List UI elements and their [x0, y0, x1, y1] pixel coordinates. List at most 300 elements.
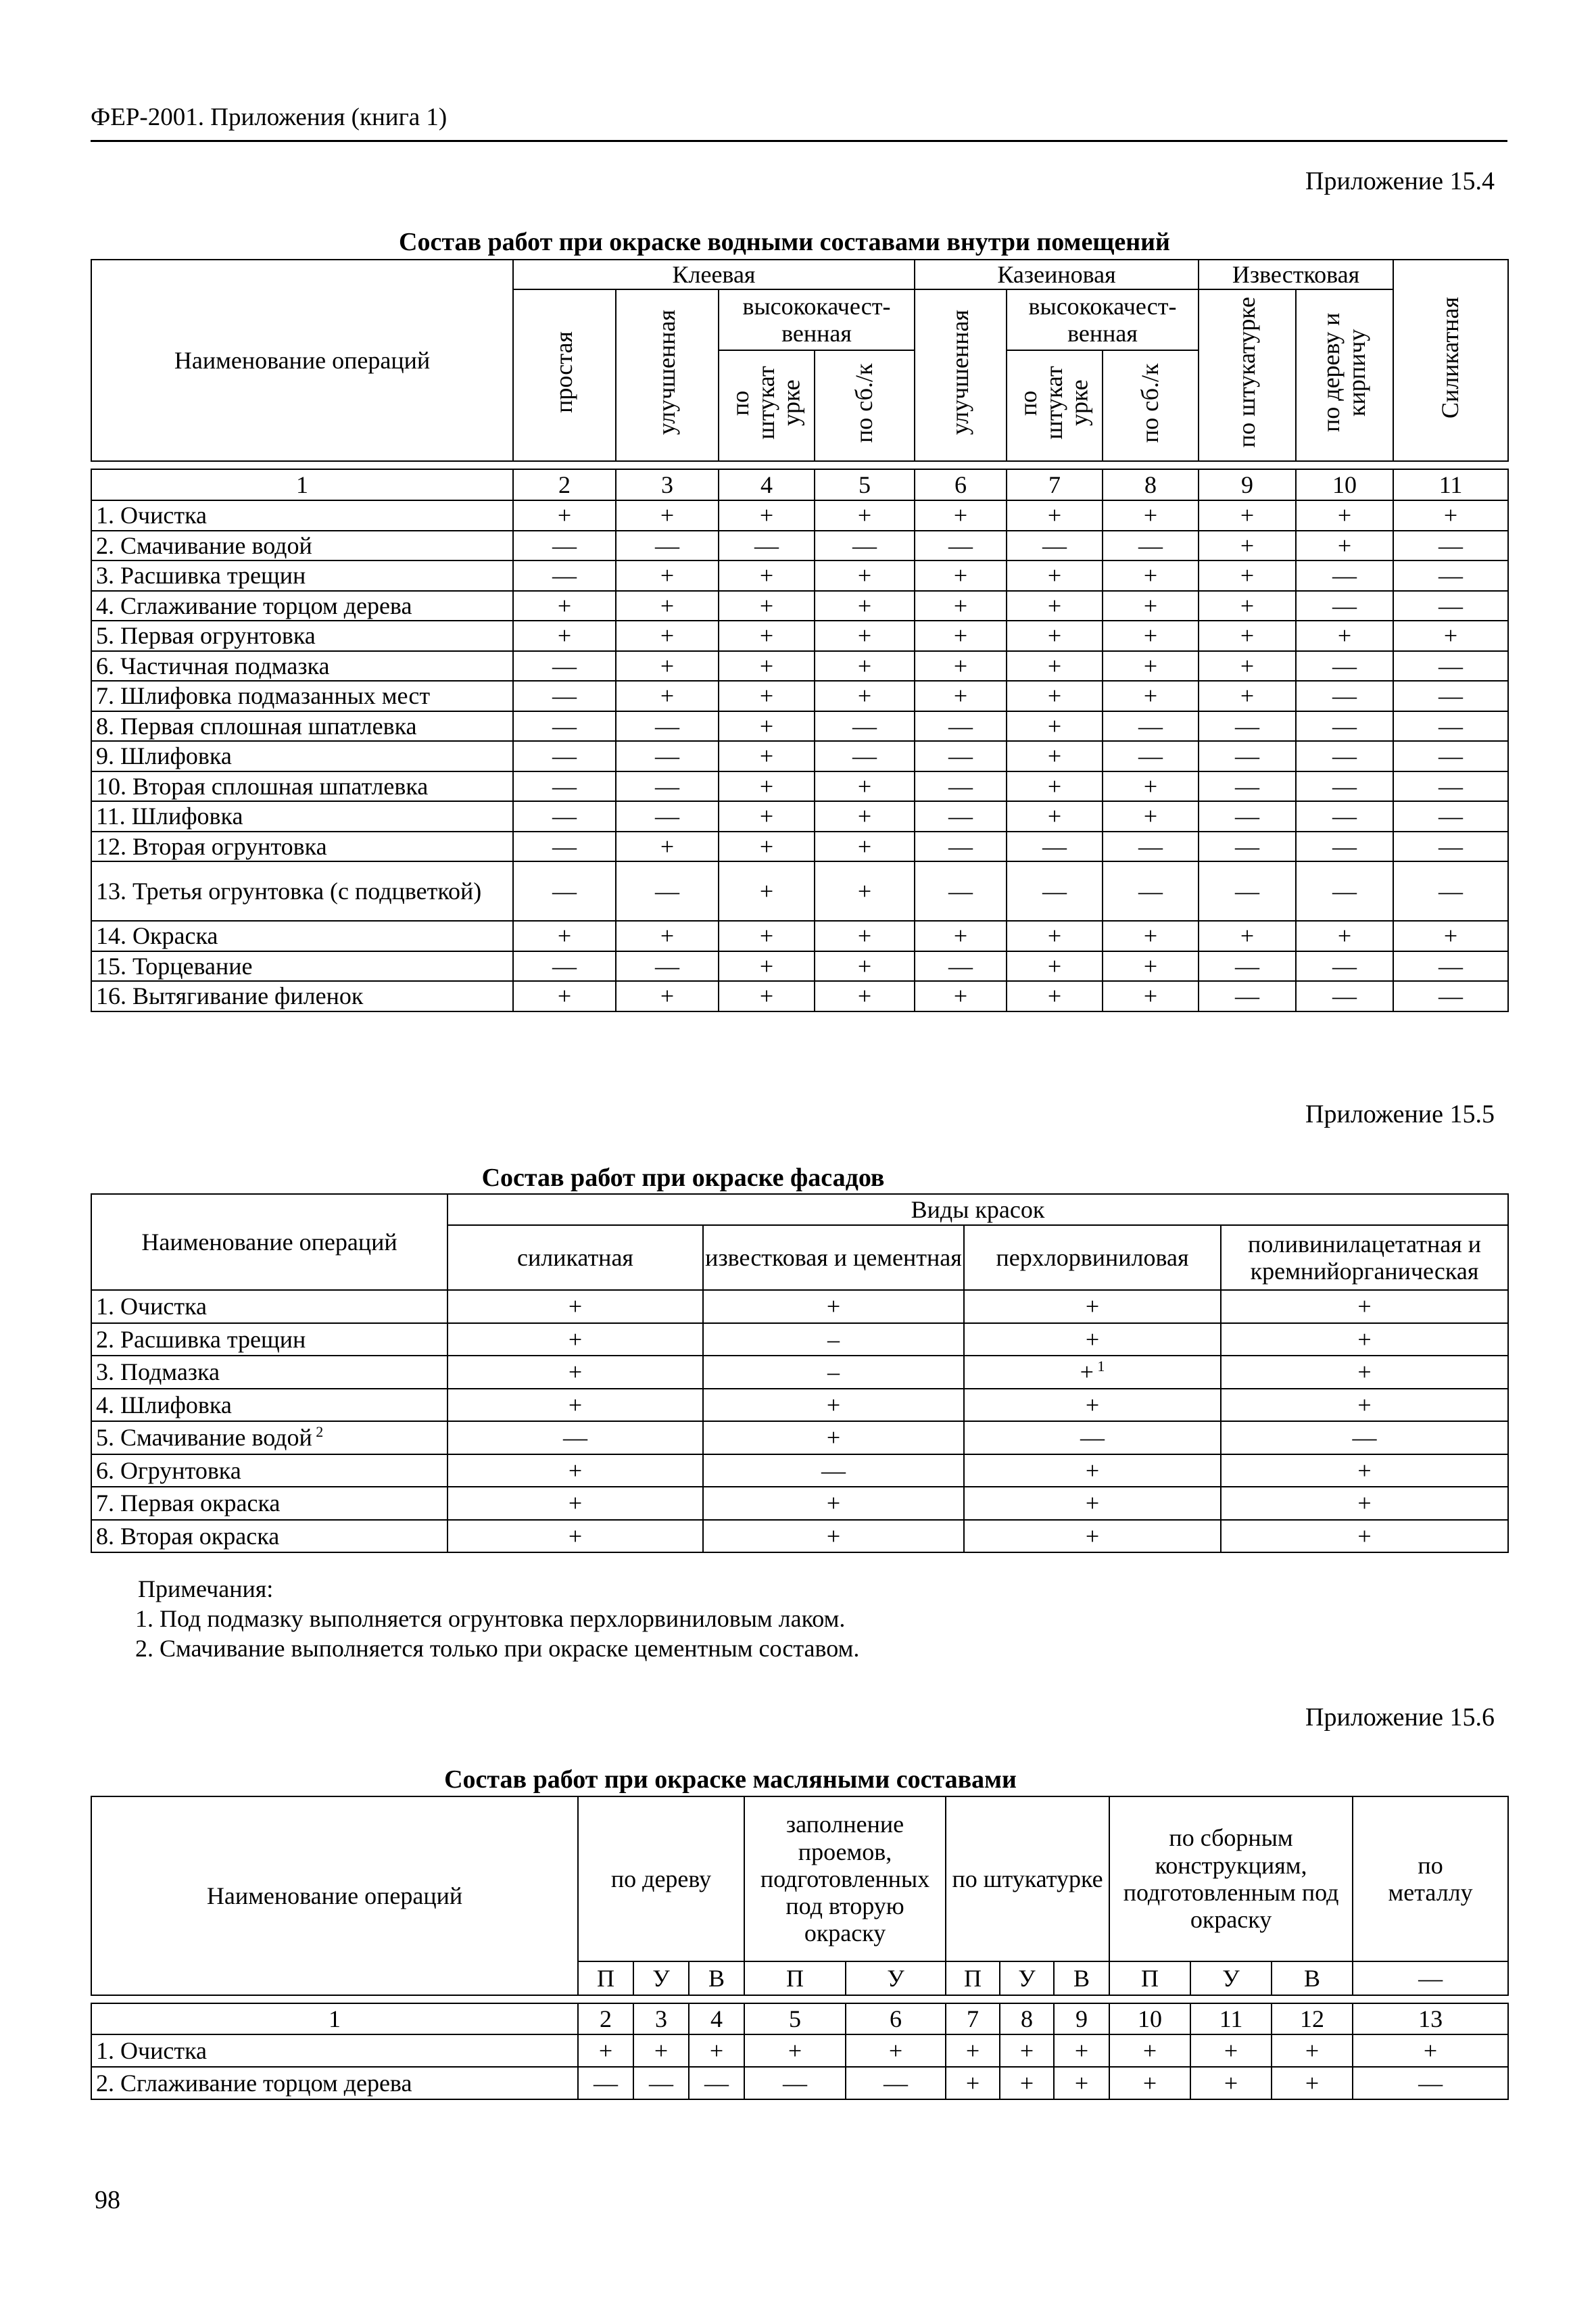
col-number: 10: [1296, 469, 1393, 500]
col-silikatnaya: Силикатная: [1393, 260, 1508, 461]
table-cell: +: [964, 1520, 1221, 1553]
table-cell: —: [1296, 591, 1393, 621]
table-cell: +: [846, 2034, 946, 2067]
table-cell: +: [1000, 2067, 1054, 2099]
table-cell: —: [815, 531, 915, 561]
table-cell: —: [616, 771, 719, 802]
table-cell: +: [578, 2034, 633, 2067]
appendix-15-4-label: Приложение 15.4: [1305, 167, 1495, 195]
table-cell: +: [448, 1487, 703, 1520]
table-cell: +: [1000, 2034, 1054, 2067]
table-cell: +: [1007, 921, 1103, 951]
table-cell: +: [1221, 1356, 1508, 1389]
table-row: [91, 832, 1508, 862]
sub-header-cell: У: [1000, 1961, 1054, 1995]
table-cell: +: [1199, 500, 1296, 531]
col-number: 9: [1054, 2003, 1109, 2034]
table-cell: —: [1199, 981, 1296, 1011]
table-cell: —: [915, 741, 1007, 771]
table-row: [91, 681, 1508, 711]
table-cell: —: [1296, 981, 1393, 1011]
table-cell: +: [1103, 651, 1199, 682]
table-row: [91, 531, 1508, 561]
table-cell: —: [1199, 711, 1296, 742]
table-cell: +: [513, 500, 616, 531]
table-cell: —: [513, 741, 616, 771]
operation-name: 13. Третья огрунтовка (с подцветкой): [91, 861, 513, 921]
table-15-6: [91, 1796, 1509, 2100]
table-cell: +: [1007, 981, 1103, 1011]
operation-name: 3. Подмазка: [91, 1356, 448, 1389]
table-cell: +: [815, 861, 915, 921]
table-cell: —: [616, 801, 719, 832]
table-cell: —: [1103, 832, 1199, 862]
col-po-sbk-2: по сб./к: [1103, 350, 1199, 461]
table-row: [91, 1290, 1508, 1323]
operation-name: 4. Шлифовка: [91, 1389, 448, 1422]
table-cell: +: [815, 801, 915, 832]
table-cell: —: [448, 1421, 703, 1454]
table-15-5: [91, 1193, 1509, 1553]
table-cell: —: [1296, 711, 1393, 742]
col-po-shtuk-1: по штукат урке: [719, 350, 815, 461]
table-cell: +: [616, 651, 719, 682]
table-row: [91, 591, 1508, 621]
table-cell: +: [946, 2067, 1000, 2099]
col-vysokokach-2: высококачест-венная: [1007, 289, 1199, 350]
table-cell: +: [719, 560, 815, 591]
table-cell: —: [719, 531, 815, 561]
table-row: [91, 861, 1508, 921]
col-number: 4: [719, 469, 815, 500]
table-cell: —: [1296, 651, 1393, 682]
table-row: [91, 801, 1508, 832]
table-cell: —: [616, 861, 719, 921]
table-cell: +: [703, 1520, 964, 1553]
table-cell: +: [1353, 2034, 1508, 2067]
sub-header-cell: У: [1190, 1961, 1272, 1995]
group-po-metallu: по металлу: [1353, 1796, 1508, 1961]
sub-header-cell: У: [633, 1961, 689, 1995]
table-cell: +: [719, 861, 815, 921]
table-15-6-body: [91, 2034, 1508, 2099]
table-cell: +: [1199, 651, 1296, 682]
table-cell: +: [616, 981, 719, 1011]
col-number: 9: [1199, 469, 1296, 500]
table-cell: +: [448, 1520, 703, 1553]
col-polivinilacetatnaya: поливинилацетатная и кремнийорганическая: [1221, 1225, 1508, 1290]
sub-header-cell: П: [946, 1961, 1000, 1995]
table-cell: +: [1221, 1487, 1508, 1520]
table-cell: —: [915, 801, 1007, 832]
table-cell: +: [1054, 2034, 1109, 2067]
table-cell: +: [815, 500, 915, 531]
table-cell: +: [719, 651, 815, 682]
table-row: [91, 1487, 1508, 1520]
operation-name: 11. Шлифовка: [91, 801, 513, 832]
table-cell: +: [1103, 500, 1199, 531]
sub-header-cell: У: [846, 1961, 946, 1995]
table-cell: —: [1353, 2067, 1508, 2099]
table-cell: +: [815, 921, 915, 951]
col-number: 1: [91, 2003, 578, 2034]
table-cell: —: [513, 801, 616, 832]
table-cell: —: [513, 951, 616, 982]
table-row: [91, 560, 1508, 591]
table-cell: +: [815, 951, 915, 982]
table-row: [91, 741, 1508, 771]
table-cell: +: [1296, 921, 1393, 951]
table-cell: +: [1199, 621, 1296, 651]
table-row: [91, 951, 1508, 982]
table-cell: +: [1296, 531, 1393, 561]
table-15-5-body: [91, 1290, 1508, 1552]
table-cell: +: [719, 681, 815, 711]
operation-name: 2. Смачивание водой: [91, 531, 513, 561]
table-cell: —: [915, 861, 1007, 921]
table-row: [91, 500, 1508, 531]
group-po-derevu: по дереву: [578, 1796, 744, 1961]
col-number: 7: [1007, 469, 1103, 500]
table-cell: —: [689, 2067, 744, 2099]
table-cell: +: [1221, 1454, 1508, 1487]
col-number: 13: [1353, 2003, 1508, 2034]
table-cell: —: [1393, 681, 1508, 711]
table-cell: +: [815, 560, 915, 591]
table-cell: +: [915, 591, 1007, 621]
table-cell: +: [915, 621, 1007, 651]
col-number: 5: [744, 2003, 846, 2034]
operation-name: 12. Вторая огрунтовка: [91, 832, 513, 862]
operation-name: 2. Сглаживание торцом дерева: [91, 2067, 578, 2099]
col-uluchshennaya-2: улучшенная: [915, 289, 1007, 461]
table-row: [91, 651, 1508, 682]
running-head: ФЕР-2001. Приложения (книга 1): [91, 103, 448, 131]
table-cell: +: [703, 1290, 964, 1323]
table-cell: +: [815, 771, 915, 802]
col-po-shtuk-2: по штукат урке: [1007, 350, 1103, 461]
table-cell: +: [1109, 2034, 1190, 2067]
table-cell: —: [513, 531, 616, 561]
table-cell: +: [513, 591, 616, 621]
col-header-name: Наименование операций: [91, 1194, 448, 1290]
table-cell: +: [1272, 2034, 1353, 2067]
sub-header-cell: П: [578, 1961, 633, 1995]
table-cell: +: [1199, 560, 1296, 591]
table-cell: +: [719, 981, 815, 1011]
table-cell: —: [1393, 711, 1508, 742]
table-cell: —: [578, 2067, 633, 2099]
table-cell: +: [1190, 2034, 1272, 2067]
footnote-mark-1: 1: [1093, 1358, 1105, 1375]
table-cell: —: [1007, 832, 1103, 862]
col-number: 10: [1109, 2003, 1190, 2034]
table-cell: —: [1199, 951, 1296, 982]
table-cell: —: [1393, 531, 1508, 561]
table-cell: +: [1103, 951, 1199, 982]
table-cell: +: [1007, 560, 1103, 591]
table-cell: +: [1221, 1520, 1508, 1553]
note-2: 2. Смачивание выполняется только при окраске цементным составом.: [135, 1635, 860, 1662]
operation-name: 16. Вытягивание филенок: [91, 981, 513, 1011]
col-perkhlorvinilovaya: перхлорвиниловая: [964, 1225, 1221, 1290]
col-number: 4: [689, 2003, 744, 2034]
table-15-4-body: [91, 500, 1508, 1011]
table-cell: +: [915, 981, 1007, 1011]
table-15-4: [91, 259, 1509, 1012]
table-row: [91, 1421, 1508, 1454]
table-cell: +: [946, 2034, 1000, 2067]
appendix-15-4-title: Состав работ при окраске водными составами внутри помещений: [399, 228, 1170, 256]
table-cell: +: [1007, 741, 1103, 771]
table-cell: –: [703, 1356, 964, 1389]
table-cell: +: [964, 1290, 1221, 1323]
operation-name: 3. Расшивка трещин: [91, 560, 513, 591]
table-cell: —: [1199, 741, 1296, 771]
table-cell: +: [1190, 2067, 1272, 2099]
col-number: 8: [1103, 469, 1199, 500]
table-cell: +: [964, 1454, 1221, 1487]
table-cell: +: [1007, 621, 1103, 651]
table-cell: +: [1103, 771, 1199, 802]
table-cell: —: [1393, 591, 1508, 621]
col-vysokokach-1: высококачест-венная: [719, 289, 915, 350]
table-cell: —: [1296, 771, 1393, 802]
table-cell: +: [1007, 771, 1103, 802]
col-number-row: [91, 2003, 1508, 2034]
table-cell: —: [1199, 801, 1296, 832]
table-cell: +: [513, 981, 616, 1011]
table-cell: —: [1296, 681, 1393, 711]
table-cell: +: [719, 801, 815, 832]
table-cell: +: [616, 591, 719, 621]
table-cell: —: [1199, 771, 1296, 802]
group-po-shtukaturke: по штукатурке: [946, 1796, 1109, 1961]
table-row: [91, 1520, 1508, 1553]
group-zapolnenie-proemov: заполнение проемов, подготовленных под вторую окраску: [744, 1796, 946, 1961]
table-cell: —: [915, 531, 1007, 561]
col-po-sbk-1: по сб./к: [815, 350, 915, 461]
table-cell: —: [1103, 741, 1199, 771]
table-cell: —: [815, 741, 915, 771]
table-cell: +: [1103, 681, 1199, 711]
table-cell: +: [513, 621, 616, 651]
table-cell: +: [915, 500, 1007, 531]
table-cell: —: [1103, 861, 1199, 921]
table-cell: +: [616, 681, 719, 711]
table-cell: +: [703, 1421, 964, 1454]
sub-header-cell: П: [1109, 1961, 1190, 1995]
table-cell: +: [719, 591, 815, 621]
table-cell: +: [719, 921, 815, 951]
operation-name: 8. Вторая окраска: [91, 1520, 448, 1553]
table-cell: +: [1007, 500, 1103, 531]
notes-heading: Примечания:: [138, 1575, 274, 1602]
table-cell: +: [633, 2034, 689, 2067]
group-kleevaya: Клеевая: [513, 260, 915, 289]
page-number: 98: [95, 2186, 120, 2214]
table-cell: +: [1221, 1389, 1508, 1422]
group-kazeinovaya: Казеиновая: [915, 260, 1199, 289]
table-cell: +: [1007, 651, 1103, 682]
table-cell: +: [616, 621, 719, 651]
table-cell: +: [1103, 591, 1199, 621]
col-number: 6: [846, 2003, 946, 2034]
table-cell: +: [815, 832, 915, 862]
operation-name: 8. Первая сплошная шпатлевка: [91, 711, 513, 742]
table-cell: +: [719, 951, 815, 982]
table-cell: —: [915, 711, 1007, 742]
table-cell: —: [1393, 771, 1508, 802]
table-cell: —: [1103, 531, 1199, 561]
operation-name: 7. Первая окраска: [91, 1487, 448, 1520]
table-cell: +: [815, 621, 915, 651]
table-cell: +: [1296, 621, 1393, 651]
col-uluchshennaya: улучшенная: [616, 289, 719, 461]
col-number: 11: [1190, 2003, 1272, 2034]
table-cell: +: [815, 651, 915, 682]
table-cell: —: [633, 2067, 689, 2099]
spacer-row: [91, 461, 1508, 469]
table-cell: —: [1393, 741, 1508, 771]
table-cell: —: [513, 832, 616, 862]
table-cell: +: [1296, 500, 1393, 531]
table-cell: +: [719, 832, 815, 862]
col-silikatnaya: силикатная: [448, 1225, 703, 1290]
table-cell: —: [1296, 861, 1393, 921]
table-cell: +: [448, 1454, 703, 1487]
group-po-sbornym: по сборным конструкциям, подготовленным под окраску: [1109, 1796, 1353, 1961]
table-cell: +: [1007, 591, 1103, 621]
table-cell: +: [1103, 560, 1199, 591]
appendix-15-6-title: Состав работ при окраске масляными составами: [444, 1765, 1017, 1794]
table-cell: +: [915, 681, 1007, 711]
operation-name: 14. Окраска: [91, 921, 513, 951]
appendix-15-6-label: Приложение 15.6: [1305, 1703, 1495, 1732]
table-cell: +: [719, 621, 815, 651]
table-cell: –: [703, 1323, 964, 1356]
table-cell: —: [703, 1454, 964, 1487]
appendix-15-5-label: Приложение 15.5: [1305, 1100, 1495, 1128]
operation-name: 2. Расшивка трещин: [91, 1323, 448, 1356]
table-row: [91, 921, 1508, 951]
table-cell: —: [1103, 711, 1199, 742]
table-cell: +: [744, 2034, 846, 2067]
table-row: [91, 771, 1508, 802]
table-cell: +: [1103, 621, 1199, 651]
operation-name: 1. Очистка: [91, 2034, 578, 2067]
table-cell: +: [1007, 681, 1103, 711]
appendix-15-5-title: Состав работ при окраске фасадов: [481, 1164, 885, 1192]
table-cell: +: [689, 2034, 744, 2067]
table-cell: +: [616, 560, 719, 591]
table-cell: —: [915, 951, 1007, 982]
table-cell: +: [703, 1389, 964, 1422]
group-vidy-krasok: Виды красок: [448, 1194, 1508, 1225]
table-cell: +: [1199, 531, 1296, 561]
table-cell: +: [915, 560, 1007, 591]
table-cell: —: [616, 531, 719, 561]
table-cell: + $^1$: [964, 1356, 1221, 1389]
operation-name: 5. Первая огрунтовка: [91, 621, 513, 651]
table-cell: +: [1272, 2067, 1353, 2099]
table-cell: —: [915, 771, 1007, 802]
table-cell: +: [964, 1323, 1221, 1356]
table-cell: —: [1393, 801, 1508, 832]
table-cell: —: [1393, 951, 1508, 982]
table-cell: +: [703, 1487, 964, 1520]
table-cell: —: [513, 711, 616, 742]
table-cell: —: [1007, 531, 1103, 561]
table-cell: +: [964, 1389, 1221, 1422]
operation-name: 15. Торцевание: [91, 951, 513, 982]
table-cell: +: [1103, 921, 1199, 951]
col-number: 3: [633, 2003, 689, 2034]
col-header-name: Наименование операций: [91, 1796, 578, 1995]
table-cell: —: [744, 2067, 846, 2099]
table-row: [91, 2034, 1508, 2067]
table-cell: +: [616, 921, 719, 951]
table-cell: —: [1221, 1421, 1508, 1454]
notes: [135, 1574, 860, 1663]
table-cell: +: [616, 500, 719, 531]
col-number: 7: [946, 2003, 1000, 2034]
table-cell: +: [448, 1389, 703, 1422]
operation-name: 1. Очистка: [91, 1290, 448, 1323]
table-cell: —: [513, 771, 616, 802]
operation-name: 7. Шлифовка подмазанных мест: [91, 681, 513, 711]
col-izvestkovaya: известковая и цементная: [703, 1225, 964, 1290]
col-number: 2: [578, 2003, 633, 2034]
table-cell: +: [1199, 681, 1296, 711]
table-cell: +: [1199, 921, 1296, 951]
table-cell: —: [1393, 981, 1508, 1011]
table-cell: —: [1199, 861, 1296, 921]
col-number-row: [91, 469, 1508, 500]
table-cell: +: [1007, 711, 1103, 742]
table-cell: +: [448, 1323, 703, 1356]
table-cell: —: [1296, 951, 1393, 982]
table-cell: —: [1296, 741, 1393, 771]
table-cell: —: [1296, 801, 1393, 832]
sub-header-cell: —: [1353, 1961, 1508, 1995]
table-cell: +: [815, 591, 915, 621]
table-cell: —: [616, 951, 719, 982]
table-cell: +: [448, 1356, 703, 1389]
table-cell: —: [513, 560, 616, 591]
col-number: 8: [1000, 2003, 1054, 2034]
table-cell: +: [1221, 1290, 1508, 1323]
table-cell: —: [1296, 832, 1393, 862]
table-cell: +: [1103, 981, 1199, 1011]
table-cell: +: [1221, 1323, 1508, 1356]
table-cell: +: [1054, 2067, 1109, 2099]
table-cell: +: [1199, 591, 1296, 621]
table-cell: +: [1393, 621, 1508, 651]
table-cell: —: [1393, 560, 1508, 591]
sub-header-cell: В: [1272, 1961, 1353, 1995]
table-cell: +: [719, 771, 815, 802]
sub-header-cell: В: [1054, 1961, 1109, 1995]
col-number: 2: [513, 469, 616, 500]
header-rule: [91, 140, 1507, 142]
table-cell: +: [915, 921, 1007, 951]
sub-header-cell: В: [689, 1961, 744, 1995]
operation-name: 6. Частичная подмазка: [91, 651, 513, 682]
col-po-derevu: по дереву и кирпичу: [1296, 289, 1393, 461]
table-cell: +: [719, 711, 815, 742]
table-cell: —: [1296, 560, 1393, 591]
